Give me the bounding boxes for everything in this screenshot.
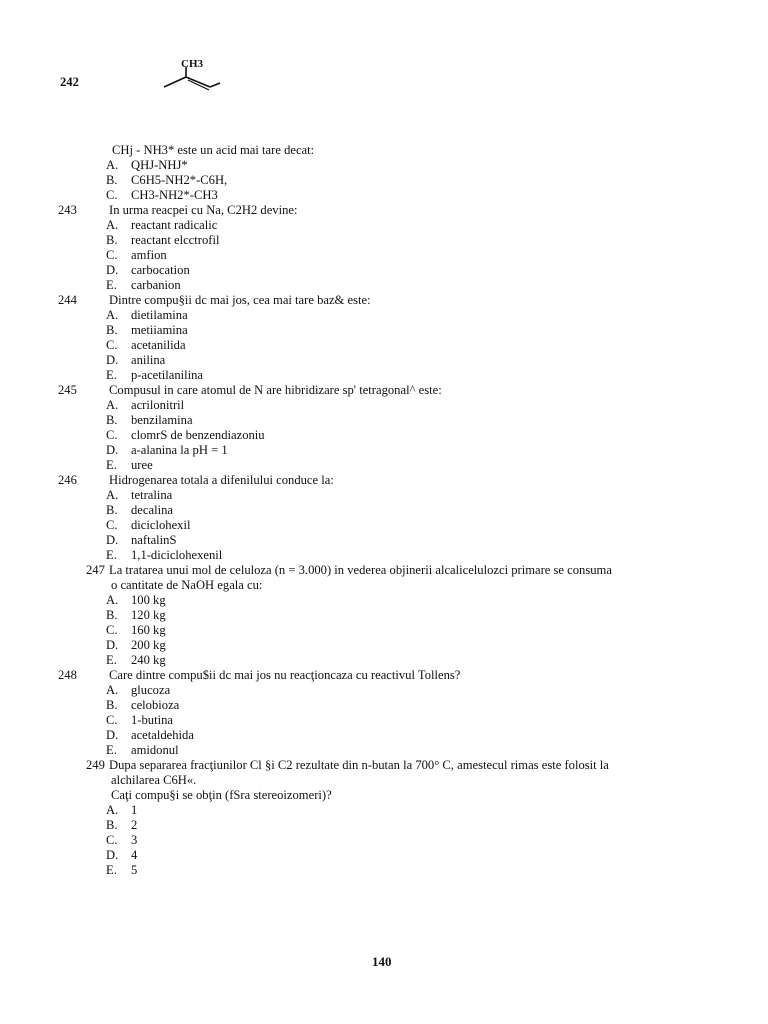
q249-stem-line3: Caţi compu§i se obţin (fSra stereoizomeri)? bbox=[111, 788, 332, 802]
question-number-247: 247 bbox=[86, 563, 105, 577]
q249-option-e: E. 5 bbox=[106, 863, 138, 877]
q243-option-e: E. carbanion bbox=[106, 278, 181, 292]
q245-option-e: E. uree bbox=[106, 458, 153, 472]
q248-option-d: D. acetaldehida bbox=[106, 728, 194, 742]
q244-option-e: E. p-acetilanilina bbox=[106, 368, 204, 382]
q245-option-c: C. clomrS de benzendiazoniu bbox=[106, 428, 265, 442]
q245-option-b: B. benzilamina bbox=[106, 413, 193, 427]
question-number-249: 249 bbox=[86, 758, 105, 772]
q247-option-b: B. 120 kg bbox=[106, 608, 166, 622]
q248-option-c: C. 1-butina bbox=[106, 713, 173, 727]
question-number-242: 242 bbox=[60, 75, 79, 89]
question-number-248: 248 bbox=[58, 668, 77, 682]
q247-option-a: A. 100 kg bbox=[106, 593, 166, 607]
q243-stem: In urma reacpei cu Na, C2H2 devine: bbox=[109, 203, 298, 217]
q246-option-d: D. naftalinS bbox=[106, 533, 177, 547]
q243-option-a: A. reactant radicalic bbox=[106, 218, 218, 232]
q249-option-a: A. 1 bbox=[106, 803, 138, 817]
q242-option-b: B. C6H5-NH2*-C6H, bbox=[106, 173, 228, 187]
question-number-244: 244 bbox=[58, 293, 77, 307]
q249-option-c: C. 3 bbox=[106, 833, 138, 847]
q243-option-d: D. carbocation bbox=[106, 263, 190, 277]
q249-stem-line1: Dupa separarea fracţiunilor Cl §i C2 rezultate din n-butan la 700° C, amestecul rimas este folosit la bbox=[109, 758, 609, 772]
page-number: 140 bbox=[372, 954, 392, 969]
q246-stem: Hidrogenarea totala a difenilului conduce la: bbox=[109, 473, 334, 487]
q242-option-a: A. QHJ-NHJ* bbox=[106, 158, 188, 172]
q245-option-a: A. acrilonitril bbox=[106, 398, 185, 412]
q242-option-c: C. CH3-NH2*-CH3 bbox=[106, 188, 218, 202]
q248-stem: Care dintre compu$ii dc mai jos nu reacţioncaza cu reactivul Tollens? bbox=[109, 668, 461, 682]
q246-option-e: E. 1,1-diciclohexenil bbox=[106, 548, 223, 562]
q248-option-e: E. amidonul bbox=[106, 743, 179, 757]
q247-option-c: C. 160 kg bbox=[106, 623, 166, 637]
q249-option-d: D. 4 bbox=[106, 848, 138, 862]
q245-option-d: D. a-alanina la pH = 1 bbox=[106, 443, 228, 457]
q246-option-c: C. diciclohexil bbox=[106, 518, 191, 532]
question-number-246: 246 bbox=[58, 473, 77, 487]
q244-option-b: B. metiiamina bbox=[106, 323, 188, 337]
question-number-243: 243 bbox=[58, 203, 77, 217]
q246-option-a: A. tetralina bbox=[106, 488, 173, 502]
q249-option-b: B. 2 bbox=[106, 818, 138, 832]
q248-option-b: B. celobioza bbox=[106, 698, 180, 712]
structure-label: CH3 bbox=[181, 58, 203, 70]
q244-stem: Dintre compu§ii dc mai jos, cea mai tare baz& este: bbox=[109, 293, 371, 307]
q244-option-c: C. acetanilida bbox=[106, 338, 186, 352]
q247-stem-line1: La tratarea unui mol de celuloza (n = 3.000) in vederea objinerii alcalicelulozci primare se consuma bbox=[109, 563, 612, 577]
q242-stem: CHj - NH3* este un acid mai tare decat: bbox=[112, 143, 315, 157]
q247-option-d: D. 200 kg bbox=[106, 638, 166, 652]
q245-stem: Compusul in care atomul de N are hibridizare sp' tetragonal^ este: bbox=[109, 383, 442, 397]
q243-option-c: C. amfion bbox=[106, 248, 167, 262]
q247-stem-line2: o cantitate de NaOH egala cu: bbox=[111, 578, 263, 592]
q243-option-b: B. reactant elcctrofil bbox=[106, 233, 220, 247]
q244-option-a: A. dietilamina bbox=[106, 308, 188, 322]
q247-option-e: E. 240 kg bbox=[106, 653, 166, 667]
q249-stem-line2: alchilarea C6H«. bbox=[111, 773, 197, 787]
q244-option-d: D. anilina bbox=[106, 353, 166, 367]
question-number-245: 245 bbox=[58, 383, 77, 397]
q248-option-a: A. glucoza bbox=[106, 683, 171, 697]
q246-option-b: B. decalina bbox=[106, 503, 173, 517]
